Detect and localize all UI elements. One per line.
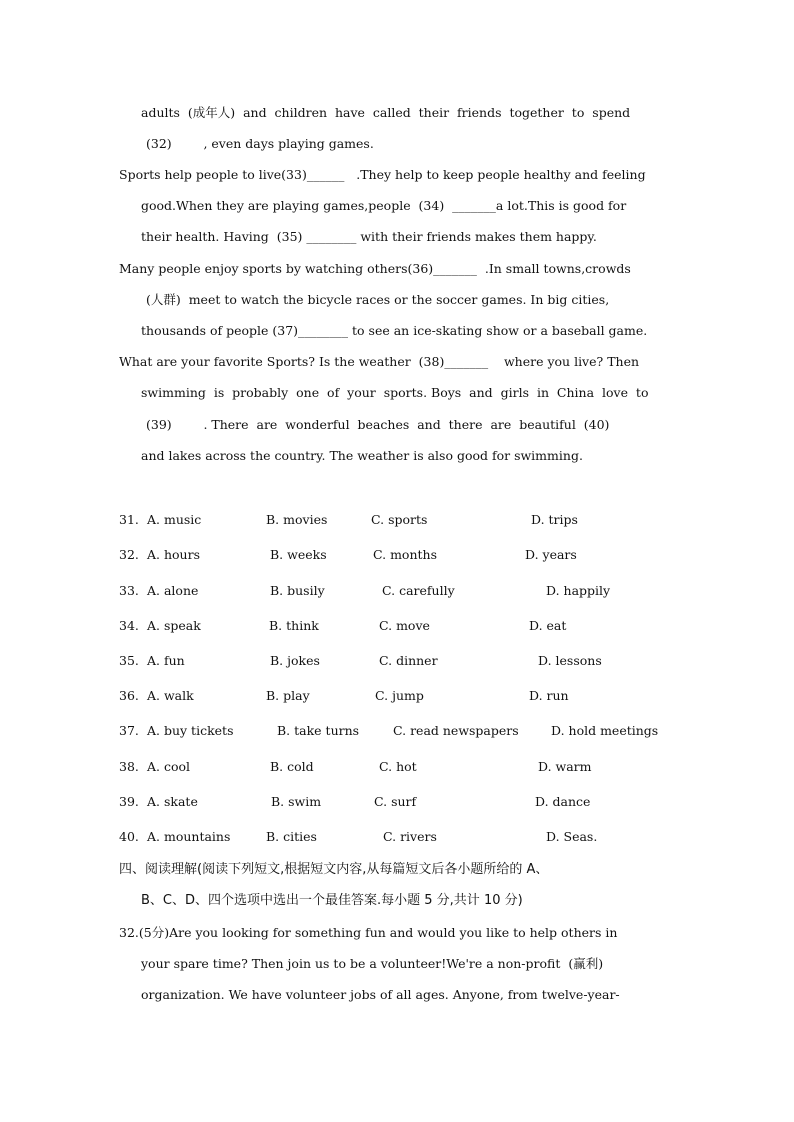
option-a[interactable]: A. alone	[147, 583, 199, 598]
option-b[interactable]: B. take turns	[277, 723, 360, 738]
option-a[interactable]: A. speak	[147, 618, 201, 633]
option-c[interactable]: C. move	[379, 618, 430, 633]
reading-question-line: 32.(5分)Are you looking for something fun and would you like to help others in	[119, 925, 618, 940]
reading-question-line: your spare time? Then join us to be a volunteer!We're a non-profit (赢利)	[141, 956, 604, 971]
passage-line: (32) , even days playing games.	[146, 136, 374, 151]
option-c[interactable]: C. carefully	[382, 583, 455, 598]
option-c[interactable]: C. jump	[375, 688, 424, 703]
passage-line: and lakes across the country. The weather is also good for swimming.	[141, 448, 583, 463]
question-number: 39.	[119, 794, 139, 809]
option-b[interactable]: B. cities	[266, 829, 317, 844]
question-number: 36.	[119, 688, 139, 703]
question-number: 33.	[119, 583, 139, 598]
option-b[interactable]: B. swim	[271, 794, 322, 809]
option-a[interactable]: A. fun	[147, 653, 185, 668]
option-d[interactable]: D. warm	[538, 759, 592, 774]
option-a[interactable]: A. cool	[147, 759, 191, 774]
option-a[interactable]: A. skate	[147, 794, 198, 809]
question-number: 32.	[119, 547, 139, 562]
option-d[interactable]: D. run	[529, 688, 569, 703]
option-a[interactable]: A. hours	[147, 547, 200, 562]
option-c[interactable]: C. surf	[374, 794, 417, 809]
section-heading-continued: B、C、D、四个选项中选出一个最佳答案.每小题 5 分,共计 10 分)	[141, 893, 523, 908]
question-number: 40.	[119, 829, 139, 844]
option-d[interactable]: D. hold meetings	[551, 723, 659, 738]
question-number: 31.	[119, 512, 139, 527]
passage-line: their health. Having (35) ________ with their friends makes them happy.	[141, 229, 597, 244]
section-heading: 四、阅读理解(阅读下列短文,根据短文内容,从每篇短文后各小题所给的 A、	[119, 862, 549, 877]
option-c[interactable]: C. sports	[371, 512, 428, 527]
question-number: 34.	[119, 618, 139, 633]
option-c[interactable]: C. read newspapers	[393, 723, 519, 738]
passage-line: (人群) meet to watch the bicycle races or the soccer games. In big cities,	[146, 292, 610, 307]
question-number: 35.	[119, 653, 139, 668]
option-d[interactable]: D. years	[525, 547, 577, 562]
option-d[interactable]: D. Seas.	[546, 829, 598, 844]
option-c[interactable]: C. rivers	[383, 829, 437, 844]
passage-line: good.When they are playing games,people (34) _______a lot.This is good for	[141, 198, 627, 213]
option-d[interactable]: D. dance	[535, 794, 591, 809]
option-a[interactable]: A. buy tickets	[147, 723, 234, 738]
option-d[interactable]: D. eat	[529, 618, 567, 633]
option-d[interactable]: D. trips	[531, 512, 578, 527]
option-b[interactable]: B. play	[266, 688, 310, 703]
option-b[interactable]: B. busily	[270, 583, 325, 598]
passage-line: (39) . There are wonderful beaches and there are beautiful (40)	[146, 417, 610, 432]
option-a[interactable]: A. music	[147, 512, 202, 527]
reading-question-line: organization. We have volunteer jobs of all ages. Anyone, from twelve-year-	[141, 987, 620, 1002]
option-b[interactable]: B. jokes	[270, 653, 320, 668]
option-c[interactable]: C. hot	[379, 759, 417, 774]
option-b[interactable]: B. movies	[266, 512, 328, 527]
passage-line: adults (成年人) and children have called their friends together to spend	[141, 105, 631, 120]
passage-line: What are your favorite Sports? Is the weather (38)_______ where you live? Then	[119, 354, 640, 369]
question-number: 38.	[119, 759, 139, 774]
question-number: 37.	[119, 723, 139, 738]
option-a[interactable]: A. walk	[147, 688, 194, 703]
passage-line: Many people enjoy sports by watching others(36)_______ .In small towns,crowds	[119, 261, 631, 276]
passage-line: thousands of people (37)________ to see an ice-skating show or a baseball game.	[141, 323, 648, 338]
option-b[interactable]: B. weeks	[270, 547, 327, 562]
option-a[interactable]: A. mountains	[147, 829, 231, 844]
option-c[interactable]: C. months	[373, 547, 437, 562]
option-b[interactable]: B. think	[269, 618, 319, 633]
option-b[interactable]: B. cold	[270, 759, 314, 774]
passage-line: swimming is probably one of your sports. Boys and girls in China love to	[141, 385, 649, 400]
option-d[interactable]: D. happily	[546, 583, 611, 598]
passage-line: Sports help people to live(33)______ .They help to keep people healthy and feeling	[119, 167, 646, 182]
option-c[interactable]: C. dinner	[379, 653, 438, 668]
option-d[interactable]: D. lessons	[538, 653, 602, 668]
